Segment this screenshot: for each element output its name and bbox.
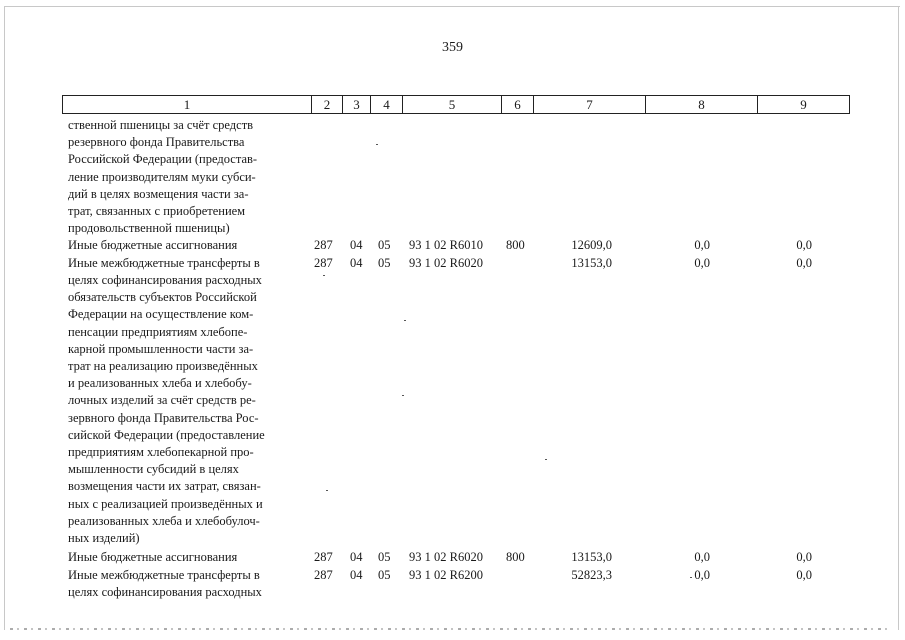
header-col-5: 5 [403, 96, 502, 114]
scan-speck [323, 275, 325, 276]
table-row [0, 255, 905, 272]
cell-admin-code: 287 [314, 550, 333, 564]
cell-amount-col8: 0,0 [694, 550, 710, 564]
row-name: Иные межбюджетные трансферты в [68, 256, 260, 270]
header-col-9: 9 [758, 96, 850, 114]
scan-border-left [4, 6, 5, 630]
header-col-1: 1 [63, 96, 312, 114]
column-number-header [62, 95, 850, 114]
header-col-8: 8 [646, 96, 758, 114]
scan-speck [376, 144, 378, 145]
cell-subsection: 05 [378, 568, 391, 582]
cell-amount-col7: 13153,0 [571, 256, 612, 270]
cell-target-article: 93 1 02 R6020 [409, 550, 483, 564]
cell-amount-col9: 0,0 [796, 238, 812, 252]
scan-speck [690, 577, 692, 578]
cell-amount-col7: 12609,0 [571, 238, 612, 252]
cell-amount-col7: 13153,0 [571, 550, 612, 564]
cell-target-article: 93 1 02 R6200 [409, 568, 483, 582]
cell-amount-col9: 0,0 [796, 550, 812, 564]
scan-border-right [898, 6, 899, 630]
cell-admin-code: 287 [314, 256, 333, 270]
cell-subsection: 05 [378, 550, 391, 564]
row-name: Иные бюджетные ассигнования [68, 238, 238, 252]
scan-speck [545, 459, 547, 460]
cell-admin-code: 287 [314, 238, 333, 252]
header-col-7: 7 [534, 96, 646, 114]
cell-amount-col9: 0,0 [796, 256, 812, 270]
scan-speck [402, 395, 404, 396]
cell-amount-col7: 52823,3 [571, 568, 612, 582]
cell-target-article: 93 1 02 R6010 [409, 238, 483, 252]
table-row [0, 549, 905, 566]
cell-section: 04 [350, 568, 363, 582]
cell-amount-col8: 0,0 [694, 568, 710, 582]
row-description: целях софинансирования расходных обязательств субъектов Российской Федерации на осуществление ком- пенсации предприятиям хлебопе- карной промышленности части за- трат на реализацию произведённых и реализованных хлеба и хлебобу- лочных изделий за счёт средств ре- зервного фонда Правительства Рос- сийской Федерации (предоставление предприятиям хлебопекарной про- мышленности субсидий в целях возмещения части их затрат, связан- ных с реализацией произведённых и реализованных хлеба и хлебобулоч- ных изделий) [68, 273, 265, 546]
cell-admin-code: 287 [314, 568, 333, 582]
cell-section: 04 [350, 238, 363, 252]
scan-edge-noise [10, 628, 890, 630]
cell-target-article: 93 1 02 R6020 [409, 256, 483, 270]
scan-speck [326, 490, 328, 491]
row-description: ственной пшеницы за счёт средств резервного фонда Правительства Российской Федерации (предостав- ление производителям муки субси- дий в целях возмещения части за- трат, связанных с приобретением продовольственной пшеницы) [68, 118, 258, 236]
header-col-3: 3 [343, 96, 371, 114]
cell-subsection: 05 [378, 256, 391, 270]
cell-amount-col9: 0,0 [796, 568, 812, 582]
row-description: целях софинансирования расходных [68, 585, 262, 599]
row-name: Иные межбюджетные трансферты в [68, 568, 260, 582]
table-row [0, 567, 905, 584]
cell-expense-type: 800 [506, 550, 525, 564]
cell-subsection: 05 [378, 238, 391, 252]
row-name: Иные бюджетные ассигнования [68, 550, 238, 564]
scan-border-top [4, 6, 900, 7]
header-col-6: 6 [502, 96, 534, 114]
cell-section: 04 [350, 550, 363, 564]
scan-speck [404, 320, 406, 321]
cell-amount-col8: 0,0 [694, 256, 710, 270]
header-col-2: 2 [312, 96, 343, 114]
header-col-4: 4 [371, 96, 403, 114]
cell-expense-type: 800 [506, 238, 525, 252]
page-number: 359 [442, 40, 463, 55]
table-row [0, 237, 905, 254]
cell-section: 04 [350, 256, 363, 270]
cell-amount-col8: 0,0 [694, 238, 710, 252]
